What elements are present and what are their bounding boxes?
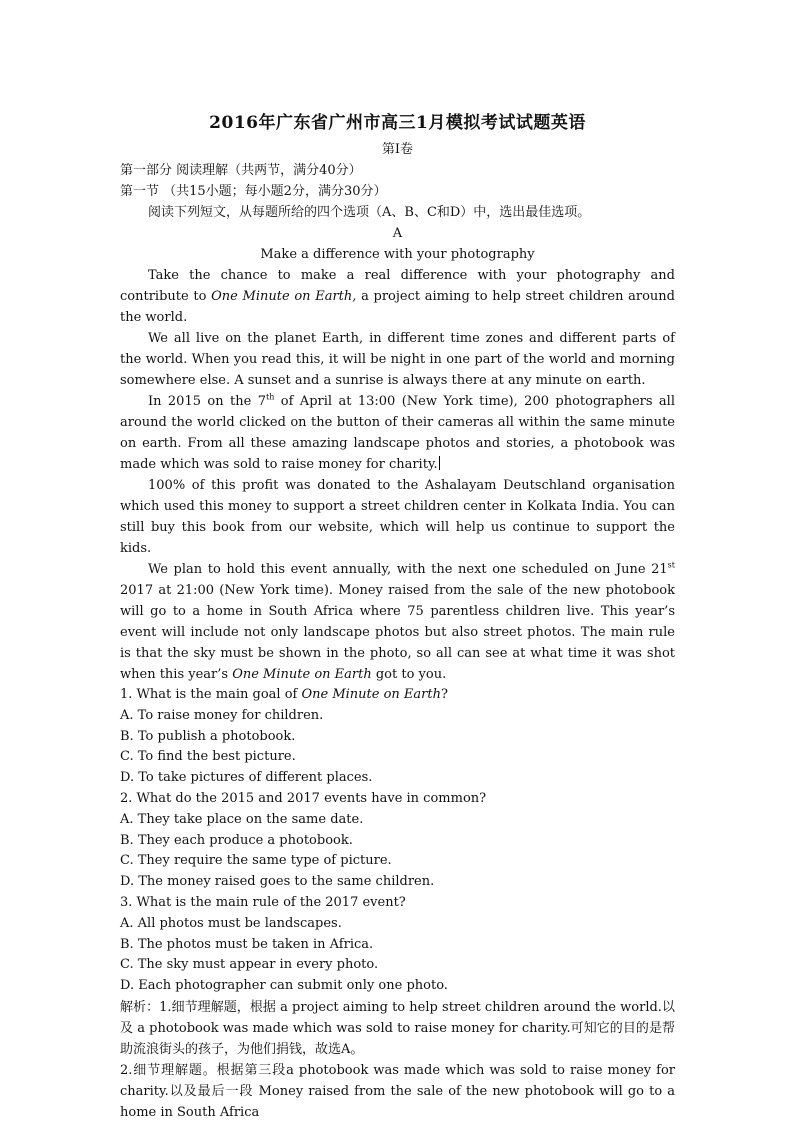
part-heading: 第一部分 阅读理解（共两节，满分40分）	[120, 163, 362, 178]
section-heading: 第一节 （共15小题；每小题2分，满分30分）	[120, 184, 387, 199]
answer-explanation-2: 2.细节理解题。根据第三段a photobook was made which was sold to raise money for charity.以及最后一段 Money raised from the sale of the new photobook will go to a home in South Africa	[120, 1062, 675, 1120]
question-3-option-d: D. Each photographer can submit only one photo.	[120, 978, 448, 994]
passage-paragraph-1: Take the chance to make a real difference with your photography and contribute to One Minute on Earth, a project aiming to help street children around the world.	[120, 268, 675, 325]
question-1-option-c: C. To find the best picture.	[120, 749, 296, 765]
question-1-option-b: B. To publish a photobook.	[120, 728, 296, 744]
question-3: 3. What is the main rule of the 2017 event?	[120, 894, 406, 910]
passage-paragraph-2: We all live on the planet Earth, in different time zones and different parts of the world. When you read this, it will be night in one part of the world and morning somewhere else. A sunset and a sunrise is always there at any minute on earth.	[120, 331, 675, 388]
question-2: 2. What do the 2015 and 2017 events have in common?	[120, 790, 487, 806]
passage-paragraph-4: 100% of this profit was donated to the Ashalayam Deutschland organisation which used this money to support a street children center in Kolkata India. You can still buy this book from our website, which will help us continue to support the kids.	[120, 478, 675, 556]
question-2-option-d: D. The money raised goes to the same children.	[120, 874, 435, 890]
question-1-option-a: A. To raise money for children.	[120, 707, 324, 723]
volume-label: 第Ⅰ卷	[381, 142, 414, 157]
question-2-option-a: A. They take place on the same date.	[120, 811, 364, 827]
passage-paragraph-3: In 2015 on the 7th of April at 13:00 (New York time), 200 photographers all around the world clicked on the button of their cameras all within the same minute on earth. From all these amazing landscape photos and stories, a photobook was made which was sold to raise money for charity.	[120, 392, 675, 472]
passage-title: Make a difference with your photography	[260, 247, 535, 262]
question-3-option-c: C. The sky must appear in every photo.	[120, 957, 379, 973]
question-3-option-a: A. All photos must be landscapes.	[120, 915, 342, 931]
question-2-option-c: C. They require the same type of picture.	[120, 853, 392, 869]
passage-letter: A	[392, 226, 403, 241]
question-2-option-b: B. They each produce a photobook.	[120, 832, 353, 848]
document-page	[120, 108, 675, 1123]
question-1: 1. What is the main goal of One Minute on Earth?	[120, 687, 448, 702]
question-3-option-b: B. The photos must be taken in Africa.	[120, 936, 374, 952]
instruction-text: 阅读下列短文，从每题所给的四个选项（A、B、C和D）中，选出最佳选项。	[148, 205, 591, 220]
document-title: 2016年广东省广州市高三1月模拟考试试题英语	[209, 113, 586, 133]
question-1-option-d: D. To take pictures of different places.	[120, 770, 373, 786]
passage-paragraph-5: We plan to hold this event annually, with the next one scheduled on June 21st 2017 at 21:00 (New York time). Money raised from the sale of the new photobook will go to a home in South Africa where 75 parentless children live. This year’s event will include not only landscape photos but also street photos. The main rule is that the sky must be shown in the photo, so all can see at what time it was shot when this year’s One Minute on Earth got to you.	[120, 560, 675, 682]
answer-explanation-1: 解析：1.细节理解题，根据 a project aiming to help street children around the world.以及 a photobook was made which was sold to raise money for charity.可知它的目的是帮助流浪街头的孩子，为他们捐钱，故选A。	[120, 999, 675, 1057]
